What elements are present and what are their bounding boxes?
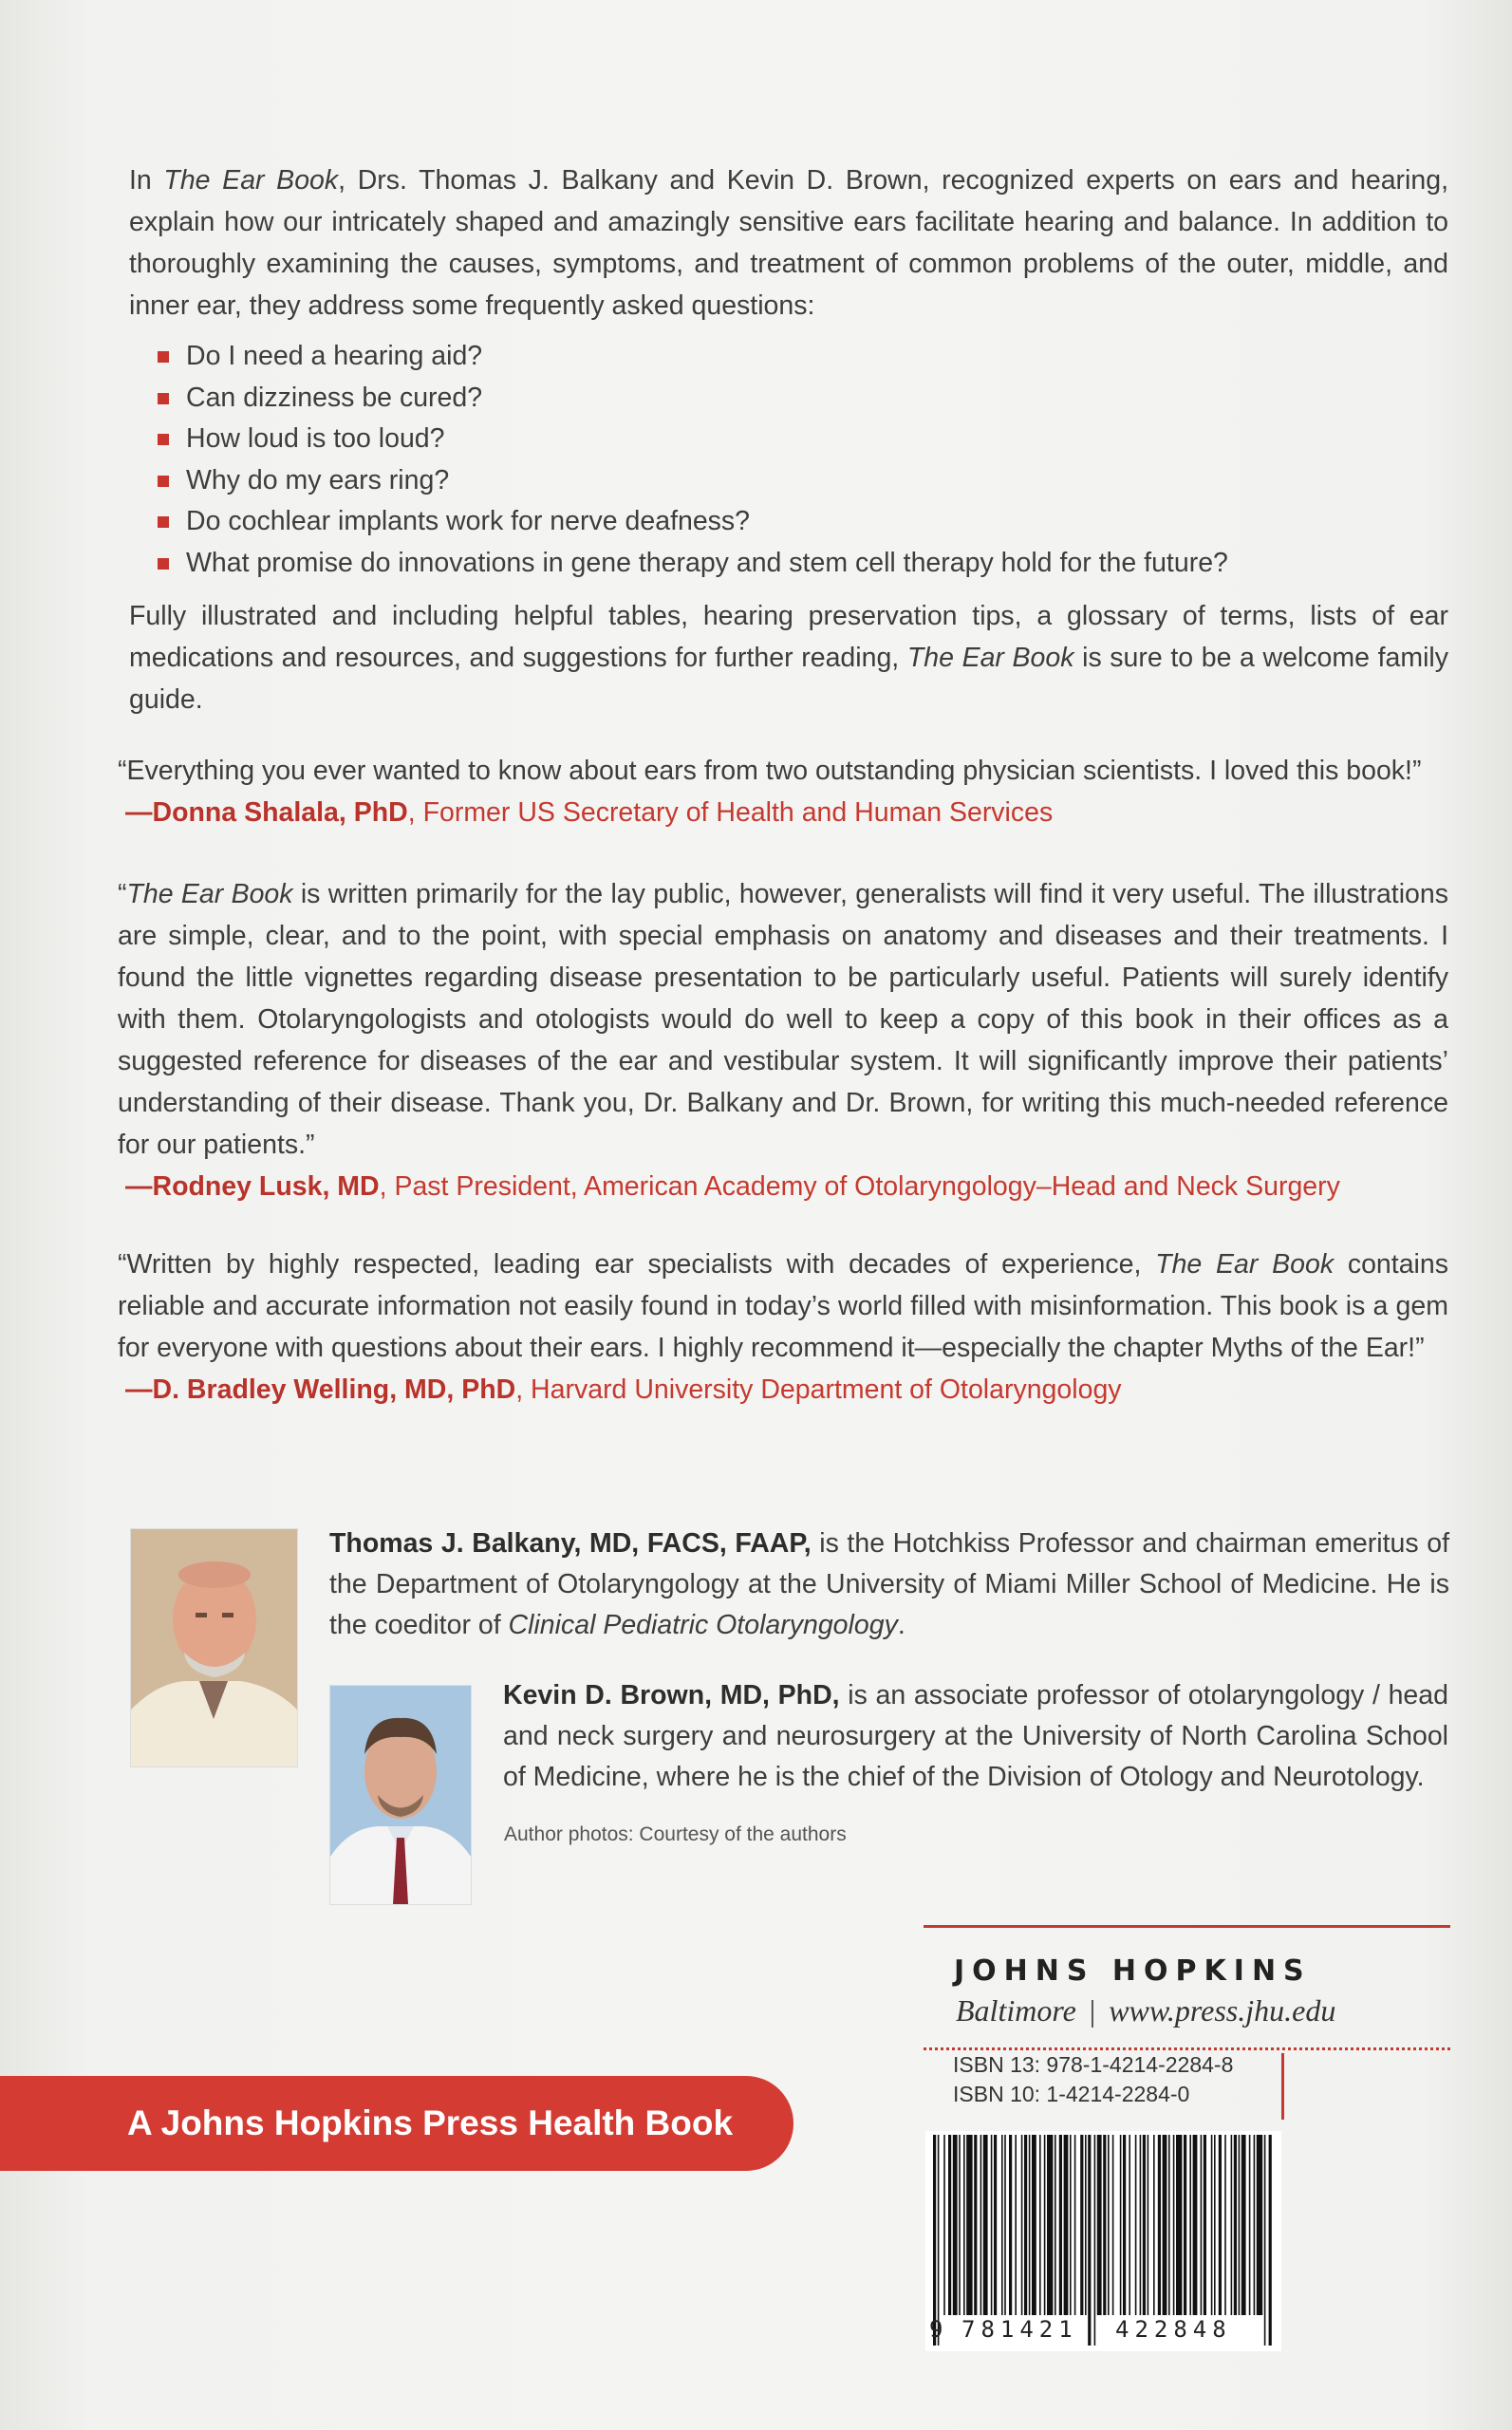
- barcode-first-digit: 9: [929, 2316, 943, 2343]
- barcode-bar: [974, 2135, 977, 2315]
- barcode-bar: [948, 2135, 951, 2315]
- barcode-left-digits: 781421: [961, 2316, 1078, 2343]
- intro-text: , Drs. Thomas J. Balkany and Kevin D. Brown, recognized experts on ears and hearing, explain how our intricately shaped and amazingly sensitive ears facilitate hearing and balance. In addition to thoroughly examining the causes, symptoms, and treatment of common problems of the outer, middle, and inner ear, they address some frequently asked questions:: [129, 165, 1448, 321]
- square-bullet-icon: [158, 476, 169, 487]
- endorser-title: , Former US Secretary of Health and Human Services: [407, 797, 1054, 828]
- barcode-bar: [1204, 2135, 1206, 2315]
- square-bullet-icon: [158, 434, 169, 445]
- square-bullet-icon: [158, 516, 169, 528]
- barcode-bar: [1112, 2135, 1114, 2315]
- back-cover-content: [129, 159, 1448, 720]
- quote-text: [118, 1243, 1448, 1369]
- author-bio-brown: [503, 1675, 1448, 1798]
- book-title: The Ear Book: [126, 879, 293, 909]
- barcode-bar: [1143, 2135, 1146, 2315]
- endorser-name: D. Bradley Welling, MD, PhD: [152, 1374, 516, 1405]
- barcode-bar: [1074, 2135, 1076, 2315]
- barcode-bar: [1184, 2135, 1186, 2315]
- quote-attribution: [118, 1369, 1448, 1411]
- endorsement-2: [118, 873, 1448, 1207]
- barcode-bar: [1088, 2135, 1091, 2346]
- barcode-bar: [1231, 2135, 1233, 2315]
- quote-body: is written primarily for the lay public, however, generalists will find it very useful. The illustrations are simple, clear, and to the point, with special emphasis on anatomy and diseases and their treatments. I found the little vignettes regarding disease presentation to be particularly useful. Patients will surely identify with them. Otolaryngologists and otologists would do well to keep a copy of this book in their offices as a suggested reference for diseases of the ear and vestibular system. It will significantly improve their patients’ understanding of their disease. Thank you, Dr. Balkany and Dr. Brown, for writing this much-needed reference for our patients.”: [118, 879, 1448, 1160]
- isbn-10: ISBN 10: 1-4214-2284-0: [953, 2082, 1190, 2106]
- publisher-url: www.press.jhu.edu: [1109, 1993, 1336, 2028]
- endorser-name: Rodney Lusk, MD: [152, 1171, 380, 1202]
- barcode-bar: [1249, 2135, 1251, 2315]
- isbn-accent-bar: [1281, 2053, 1284, 2120]
- publisher-separator: |: [1089, 1993, 1096, 2028]
- em-dash: —: [125, 1374, 153, 1405]
- barcode-bar: [1264, 2135, 1266, 2346]
- barcode-bar: [1173, 2135, 1175, 2315]
- author-name: Kevin D. Brown, MD, PhD,: [503, 1680, 840, 1710]
- barcode-bar: [966, 2135, 972, 2315]
- barcode-bar: [1015, 2135, 1017, 2315]
- photo-credit: Author photos: Courtesy of the authors: [504, 1823, 847, 1845]
- author-name: Thomas J. Balkany, MD, FACS, FAAP,: [329, 1528, 812, 1559]
- barcode-bar: [1001, 2135, 1003, 2315]
- quote-text: “Everything you ever wanted to know about ears from two outstanding physician scientists. I loved this book!”: [118, 756, 1422, 786]
- isbn-13: ISBN 13: 978-1-4214-2284-8: [953, 2052, 1234, 2077]
- barcode-bar: [1211, 2135, 1213, 2315]
- barcode-bar: [1234, 2135, 1237, 2315]
- barcode-bar: [994, 2135, 997, 2315]
- publisher-rule: [924, 1925, 1450, 1928]
- publisher-city: Baltimore: [956, 1993, 1076, 2028]
- endorser-name: Donna Shalala, PhD: [152, 797, 408, 828]
- barcode-bar: [1059, 2135, 1062, 2315]
- author-bio-text: is the Hotchkiss Professor and chairman emeritus of the Department of Otolaryngology at the University of Miami Miller School of Medicine. He is the coeditor of: [329, 1528, 1449, 1640]
- barcode-bar: [980, 2135, 982, 2315]
- barcode-bar: [1064, 2135, 1069, 2315]
- barcode-bar: [1153, 2135, 1155, 2315]
- author-portrait-2: [330, 1686, 471, 1904]
- book-title: The Ear Book: [163, 165, 339, 196]
- barcode-bar: [943, 2135, 945, 2315]
- barcode-bar: [1024, 2135, 1027, 2315]
- list-item-text: Can dizziness be cured?: [186, 382, 483, 413]
- barcode-bar: [1201, 2135, 1203, 2315]
- list-item: [158, 419, 1448, 460]
- quote-open: “Written by highly respected, leading ear specialists with decades of experience,: [118, 1249, 1156, 1280]
- list-item-text: Do I need a hearing aid?: [186, 341, 483, 371]
- barcode-bar: [983, 2135, 988, 2315]
- barcode-bar: [1241, 2135, 1246, 2315]
- author-bio-text: is an associate professor of otolaryngology / head and neck surgery and neurosurgery at the University of North Carolina School of Medicine, where he is the chief of the Division of Otology and Neurotology.: [503, 1680, 1448, 1792]
- list-item-text: How loud is too loud?: [186, 423, 445, 454]
- barcode-bar: [1163, 2135, 1167, 2315]
- barcode-bar: [1239, 2135, 1241, 2315]
- publisher-name: JOHNS HOPKINS: [954, 1954, 1312, 1988]
- barcode-bar: [953, 2135, 958, 2315]
- summary-paragraph: [129, 595, 1448, 720]
- barcode-bar: [1123, 2135, 1126, 2315]
- square-bullet-icon: [158, 351, 169, 363]
- author-bio-balkany: [329, 1523, 1449, 1646]
- endorsement-3: [118, 1243, 1448, 1411]
- faq-list: [129, 336, 1448, 584]
- barcode-bar: [1158, 2135, 1161, 2315]
- intro-paragraph: [129, 159, 1448, 327]
- barcode-bar: [1214, 2135, 1216, 2315]
- barcode-bar: [1070, 2135, 1072, 2315]
- book-title: The Ear Book: [1155, 1249, 1335, 1280]
- square-bullet-icon: [158, 393, 169, 404]
- barcode-bar: [1148, 2135, 1149, 2315]
- barcode-bar: [1044, 2135, 1046, 2315]
- quote-body: contains reliable and accurate information not easily found in today’s world filled with misinformation. This book is a gem for everyone with questions about their ears. I highly recommend it—especially the chapter Myths of the Ear!”: [118, 1249, 1448, 1363]
- barcode-bar: [1029, 2135, 1031, 2315]
- author-photo-brown: [329, 1685, 472, 1905]
- summary-text: is sure to be a welcome family guide.: [129, 643, 1448, 715]
- health-book-banner: [0, 2076, 793, 2171]
- barcode-bar: [1039, 2135, 1041, 2315]
- author-bio-end: .: [897, 1610, 905, 1640]
- barcode-bar: [963, 2135, 965, 2315]
- list-item: [158, 378, 1448, 420]
- list-item: [158, 460, 1448, 502]
- list-item: [158, 501, 1448, 543]
- barcode-bar: [1254, 2135, 1256, 2315]
- barcode-bar: [1168, 2135, 1170, 2315]
- barcode-bar: [1021, 2135, 1023, 2315]
- summary-lead: Fully illustrated and including helpful tables, hearing preservation tips, a glossary of terms, lists of ear medications and resources, and suggestions for further reading,: [129, 601, 1448, 673]
- square-bullet-icon: [158, 558, 169, 570]
- barcode-bar: [1085, 2135, 1087, 2315]
- barcode-right-digits: 422848: [1115, 2316, 1232, 2343]
- barcode-bar: [1055, 2135, 1056, 2315]
- barcode-bar: [1094, 2135, 1096, 2346]
- publisher-block: [924, 1925, 1450, 2050]
- barcode-bar: [1097, 2135, 1102, 2315]
- barcode-bar: [1257, 2135, 1262, 2315]
- em-dash: —: [125, 797, 153, 828]
- barcode-bar: [1103, 2135, 1106, 2315]
- barcode-bar: [1009, 2135, 1012, 2315]
- quote-attribution: [118, 1166, 1448, 1207]
- quote-text: [118, 873, 1448, 1166]
- barcode-bar: [1140, 2135, 1142, 2315]
- barcode-bar: [959, 2135, 961, 2315]
- author-portrait-1: [131, 1529, 297, 1766]
- barcode-bar: [1108, 2135, 1110, 2315]
- barcode-bar: [1189, 2135, 1191, 2315]
- barcode-bar: [991, 2135, 993, 2315]
- publisher-location: [924, 1993, 1450, 2028]
- barcode-bar: [1269, 2135, 1272, 2346]
- list-item-text: Do cochlear implants work for nerve deafness?: [186, 506, 751, 536]
- book-title: The Ear Book: [906, 643, 1074, 673]
- barcode-bar: [1219, 2135, 1222, 2315]
- em-dash: —: [125, 1171, 153, 1202]
- barcode-bar: [1004, 2135, 1006, 2315]
- barcode-bar: [1047, 2135, 1053, 2315]
- barcode-bar: [1176, 2135, 1182, 2315]
- list-item-text: What promise do innovations in gene therapy and stem cell therapy hold for the future?: [186, 547, 1228, 578]
- list-item: [158, 543, 1448, 585]
- barcode-bar: [1135, 2135, 1137, 2315]
- barcode-bar: [1193, 2135, 1198, 2315]
- barcode-bar: [1032, 2135, 1036, 2315]
- quote-attribution: [118, 792, 1448, 833]
- banner-label: A Johns Hopkins Press Health Book: [127, 2103, 734, 2142]
- barcode-bar: [1224, 2135, 1226, 2315]
- quote-open: “: [118, 879, 127, 909]
- isbn-block: [953, 2050, 1233, 2109]
- list-item-text: Why do my ears ring?: [186, 464, 450, 495]
- endorser-title: , Past President, American Academy of Otolaryngology–Head and Neck Surgery: [379, 1171, 1340, 1202]
- endorser-title: , Harvard University Department of Otolaryngology: [515, 1374, 1122, 1405]
- barcode-bar: [1129, 2135, 1130, 2315]
- barcode-bar: [933, 2135, 936, 2346]
- barcode-bar: [1120, 2135, 1122, 2315]
- list-item: [158, 336, 1448, 378]
- barcode-bar: [1080, 2135, 1083, 2315]
- intro-lead: In: [129, 165, 164, 196]
- author-photo-balkany: [130, 1528, 298, 1767]
- endorsement-1: [118, 750, 1448, 833]
- coedited-book-title: Clinical Pediatric Otolaryngology: [508, 1610, 898, 1640]
- barcode-bar: [938, 2135, 940, 2346]
